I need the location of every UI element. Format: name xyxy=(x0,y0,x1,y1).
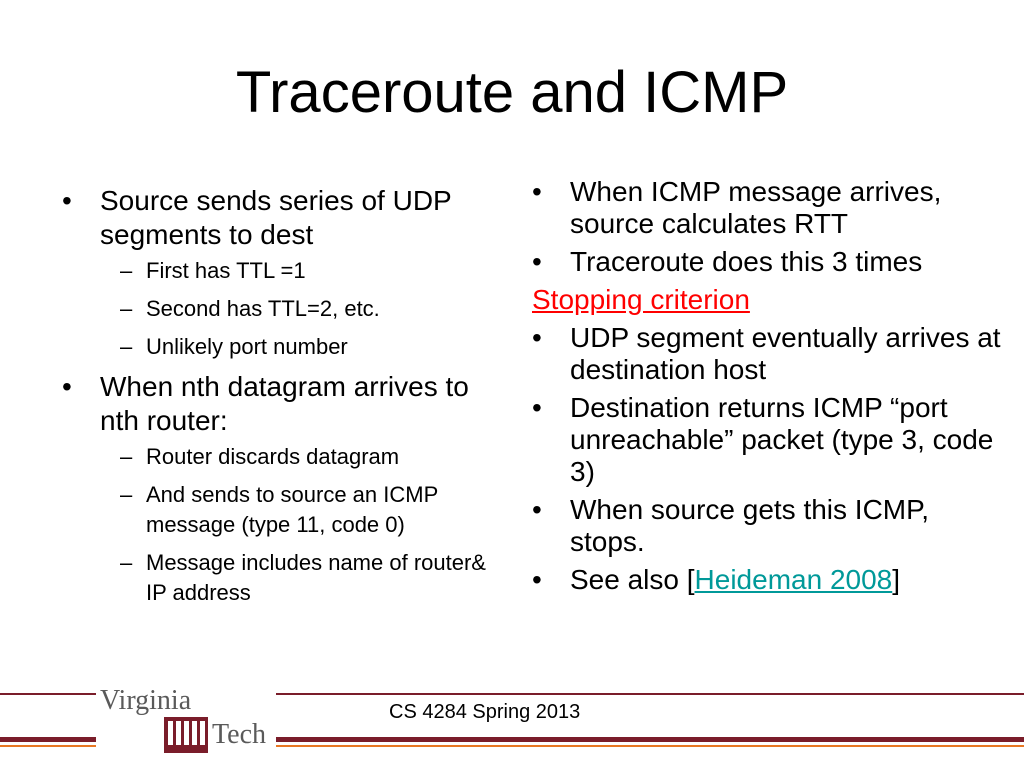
dash-icon: – xyxy=(120,444,133,469)
bullet-item xyxy=(532,564,1002,596)
bullet-text: When nth datagram arrives to nth router: xyxy=(100,371,469,436)
sub-bullet-item xyxy=(106,256,502,286)
heideman-2008-link[interactable]: Heideman 2008 xyxy=(694,564,893,595)
sub-bullet-text: Second has TTL=2, etc. xyxy=(146,296,380,321)
bullet-dot-icon: • xyxy=(532,322,542,353)
bullet-item xyxy=(62,184,502,362)
sub-bullet-text: Router discards datagram xyxy=(146,444,400,469)
bullet-text: When ICMP message arrives, source calculates RTT xyxy=(570,176,942,239)
sub-bullet-item xyxy=(106,480,502,540)
bullet-dot-icon: • xyxy=(62,371,72,402)
logo-year: 1 8 7 2 xyxy=(170,754,189,760)
bullet-dot-icon: • xyxy=(532,392,542,423)
virginia-tech-logo xyxy=(96,683,276,761)
bullet-dot-icon: • xyxy=(62,185,72,216)
bullet-item xyxy=(532,494,1002,558)
bullet-text-suffix: ] xyxy=(892,564,901,595)
bullet-dot-icon: • xyxy=(532,494,542,525)
dash-icon: – xyxy=(120,334,133,359)
left-column xyxy=(62,184,502,616)
sub-bullet-text: First has TTL =1 xyxy=(146,258,306,283)
slide-title: Traceroute and ICMP xyxy=(235,60,789,125)
stopping-criterion-link[interactable]: Stopping criterion xyxy=(532,284,750,315)
sub-bullet-item xyxy=(106,294,502,324)
sub-bullet-item xyxy=(106,548,502,608)
right-column xyxy=(532,176,1002,602)
footer-course-label: CS 4284 Spring 2013 xyxy=(389,701,581,723)
bullet-text: Destination returns ICMP “port unreachable” packet (type 3, code 3) xyxy=(570,392,994,487)
dash-icon: – xyxy=(120,258,133,283)
dash-icon: – xyxy=(120,550,133,575)
bullet-dot-icon: • xyxy=(532,564,542,595)
bullet-dot-icon: • xyxy=(532,176,542,207)
dash-icon: – xyxy=(120,296,133,321)
bullet-text: When source gets this ICMP, stops. xyxy=(570,494,929,557)
bullet-item xyxy=(532,322,1002,386)
bullet-item xyxy=(532,392,1002,488)
logo-word-tech: Tech xyxy=(212,719,267,750)
sub-bullet-text: Unlikely port number xyxy=(146,334,348,359)
bullet-item xyxy=(62,370,502,608)
bullet-item xyxy=(532,176,1002,240)
logo-word-virginia: Virginia xyxy=(100,685,192,716)
dash-icon: – xyxy=(120,482,133,507)
sub-bullet-text: And sends to source an ICMP message (type 11, code 0) xyxy=(146,482,438,537)
bullet-text: Source sends series of UDP segments to dest xyxy=(100,185,452,250)
bullet-item xyxy=(532,246,1002,278)
bullet-text-prefix: See also [ xyxy=(570,564,695,595)
bullet-text: UDP segment eventually arrives at destination host xyxy=(570,322,1001,385)
bullet-dot-icon: • xyxy=(532,246,542,277)
sub-bullet-text: Message includes name of router& IP address xyxy=(146,550,486,605)
sub-bullet-item xyxy=(106,442,502,472)
sub-bullet-item xyxy=(106,332,502,362)
bullet-text: Traceroute does this 3 times xyxy=(570,246,923,277)
